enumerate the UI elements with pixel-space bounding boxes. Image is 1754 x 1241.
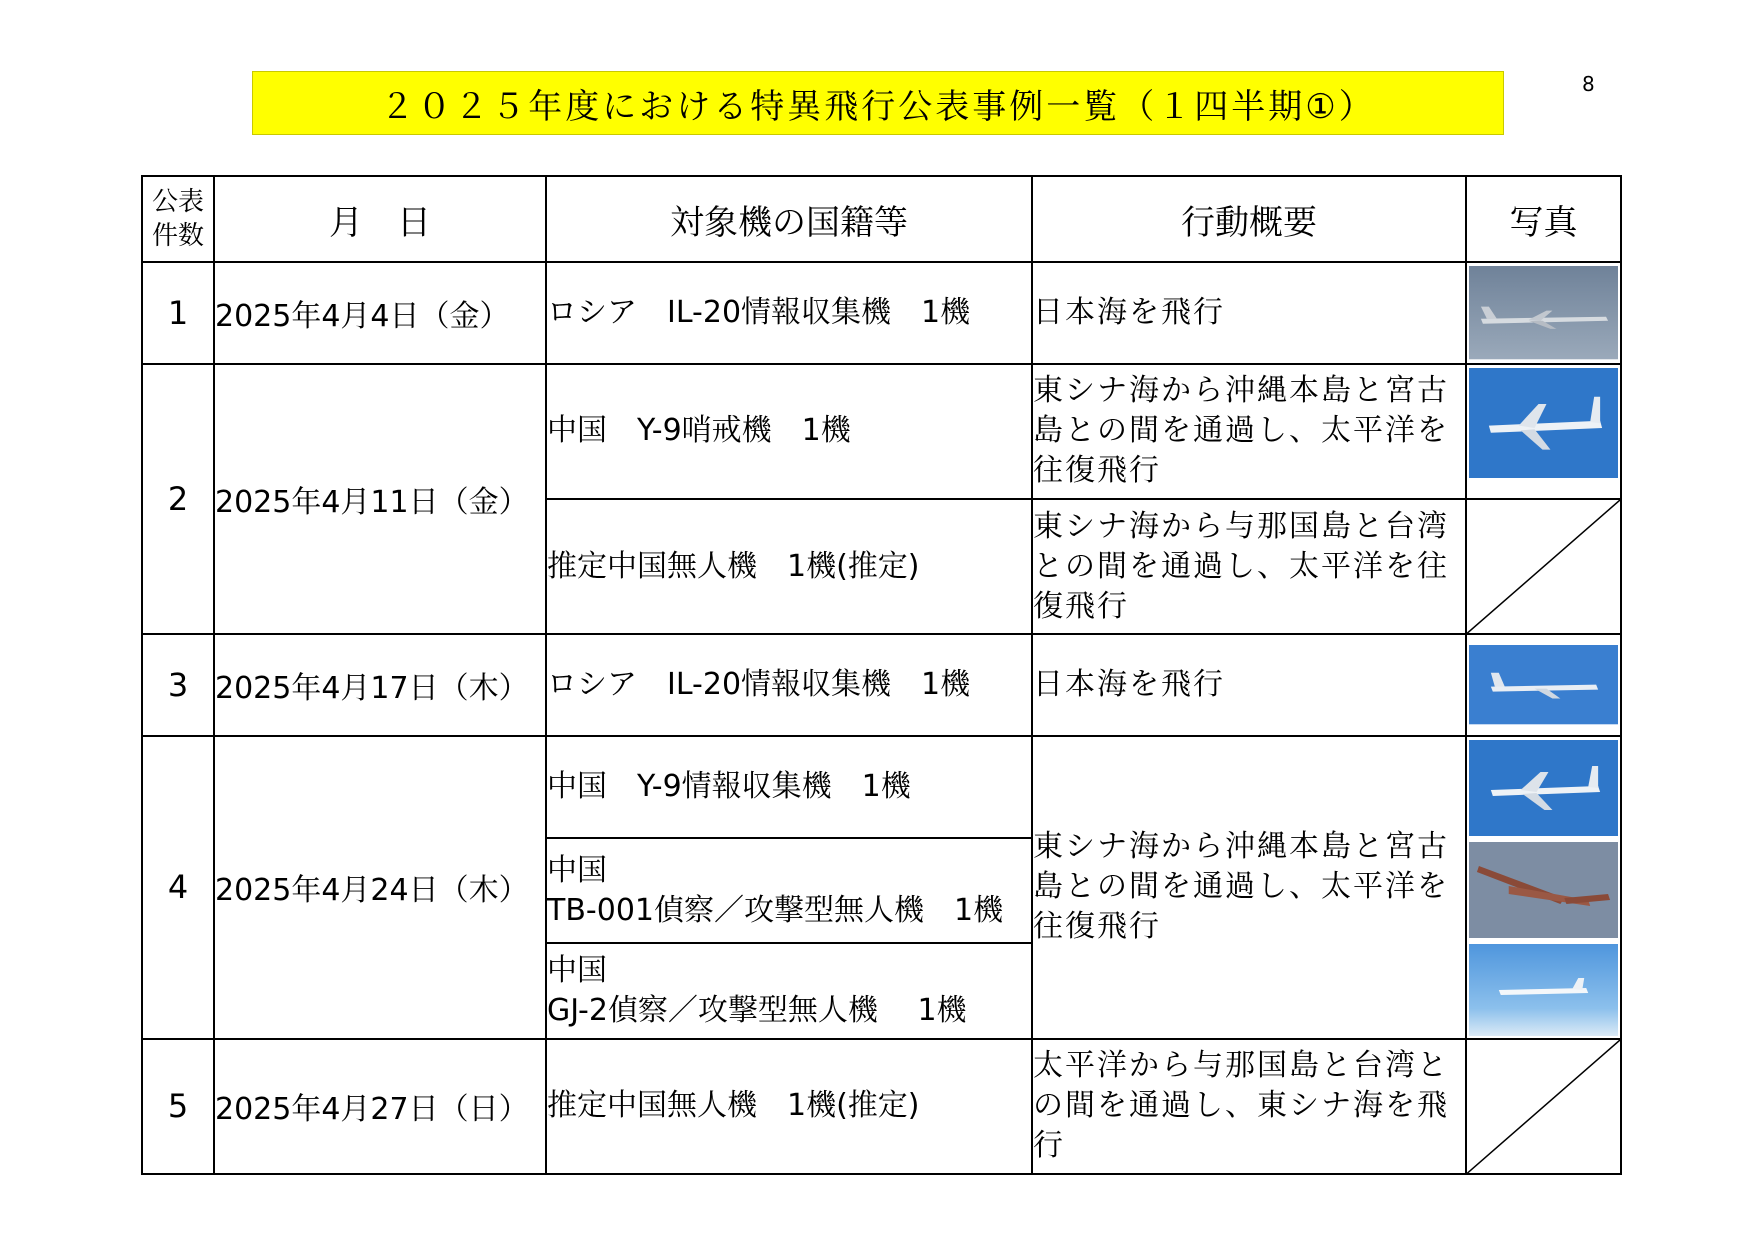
diagonal-slash-icon [1467,500,1620,633]
photo-cell [1466,634,1621,735]
row-date: 2025年4月4日（金） [214,262,546,363]
table-row [142,364,1621,499]
drone-photo-icon [1469,944,1618,1036]
row-action: 東シナ海から与那国島と台湾との間を通過し、太平洋を往復飛行 [1032,499,1466,634]
aircraft-country: 中国 [547,952,607,988]
aircraft-photo [1469,266,1618,359]
table-row [142,1039,1621,1174]
header-aircraft: 対象機の国籍等 [546,176,1032,262]
row-aircraft: 中国 Y-9哨戒機 1機 [546,364,1032,499]
row-aircraft [546,943,1032,1038]
row-number: 3 [142,634,214,735]
row-aircraft: 中国 Y-9情報収集機 1機 [546,736,1032,838]
table-header-row [142,176,1621,262]
drone-photo [1469,842,1618,938]
header-action: 行動概要 [1032,176,1466,262]
plane-photo-icon [1469,368,1618,478]
table-row [142,736,1621,838]
plane-photo-icon [1469,645,1618,724]
diagonal-slash-icon [1467,1040,1620,1173]
table-row [142,634,1621,735]
row-action: 日本海を飛行 [1032,634,1466,735]
row-action: 太平洋から与那国島と台湾との間を通過し、東シナ海を飛行 [1032,1039,1466,1174]
row-action: 東シナ海から沖縄本島と宮古島との間を通過し、太平洋を往復飛行 [1032,736,1466,1039]
aircraft-country: 中国 [547,852,607,888]
photo-cell [1466,364,1621,499]
photo-cell [1466,262,1621,363]
row-aircraft [546,838,1032,943]
row-date: 2025年4月17日（木） [214,634,546,735]
row-date: 2025年4月11日（金） [214,364,546,635]
row-aircraft: 推定中国無人機 1機(推定) [546,1039,1032,1174]
row-aircraft: ロシア IL-20情報収集機 1機 [546,634,1032,735]
row-number: 5 [142,1039,214,1174]
row-action: 東シナ海から沖縄本島と宮古島との間を通過し、太平洋を往復飛行 [1032,364,1466,499]
aircraft-photo [1469,740,1618,836]
aircraft-type: TB-001偵察／攻撃型無人機 1機 [547,892,1004,928]
page-number: 8 [1582,72,1595,96]
aircraft-photo [1469,368,1618,478]
incident-table [141,175,1622,1175]
row-aircraft: 推定中国無人機 1機(推定) [546,499,1032,634]
row-date: 2025年4月27日（日） [214,1039,546,1174]
table-row [142,262,1621,363]
no-photo-cell [1466,499,1621,634]
no-photo-cell [1466,1039,1621,1174]
drone-photo [1469,944,1618,1036]
aircraft-photo [1469,645,1618,724]
header-count: 公表件数 [142,176,214,262]
photo-cell [1466,736,1621,1039]
header-photo: 写真 [1466,176,1621,262]
header-date: 月 日 [214,176,546,262]
row-aircraft: ロシア IL-20情報収集機 1機 [546,262,1032,363]
plane-photo-icon [1469,740,1618,836]
row-action: 日本海を飛行 [1032,262,1466,363]
page-title: ２０２５年度における特異飛行公表事例一覧（１四半期①） [252,71,1504,135]
row-number: 2 [142,364,214,635]
aircraft-type: GJ-2偵察／攻撃型無人機 1機 [547,992,967,1028]
row-date: 2025年4月24日（木） [214,736,546,1039]
row-number: 1 [142,262,214,363]
row-number: 4 [142,736,214,1039]
drone-photo-icon [1469,842,1618,938]
plane-photo-icon [1469,266,1618,359]
